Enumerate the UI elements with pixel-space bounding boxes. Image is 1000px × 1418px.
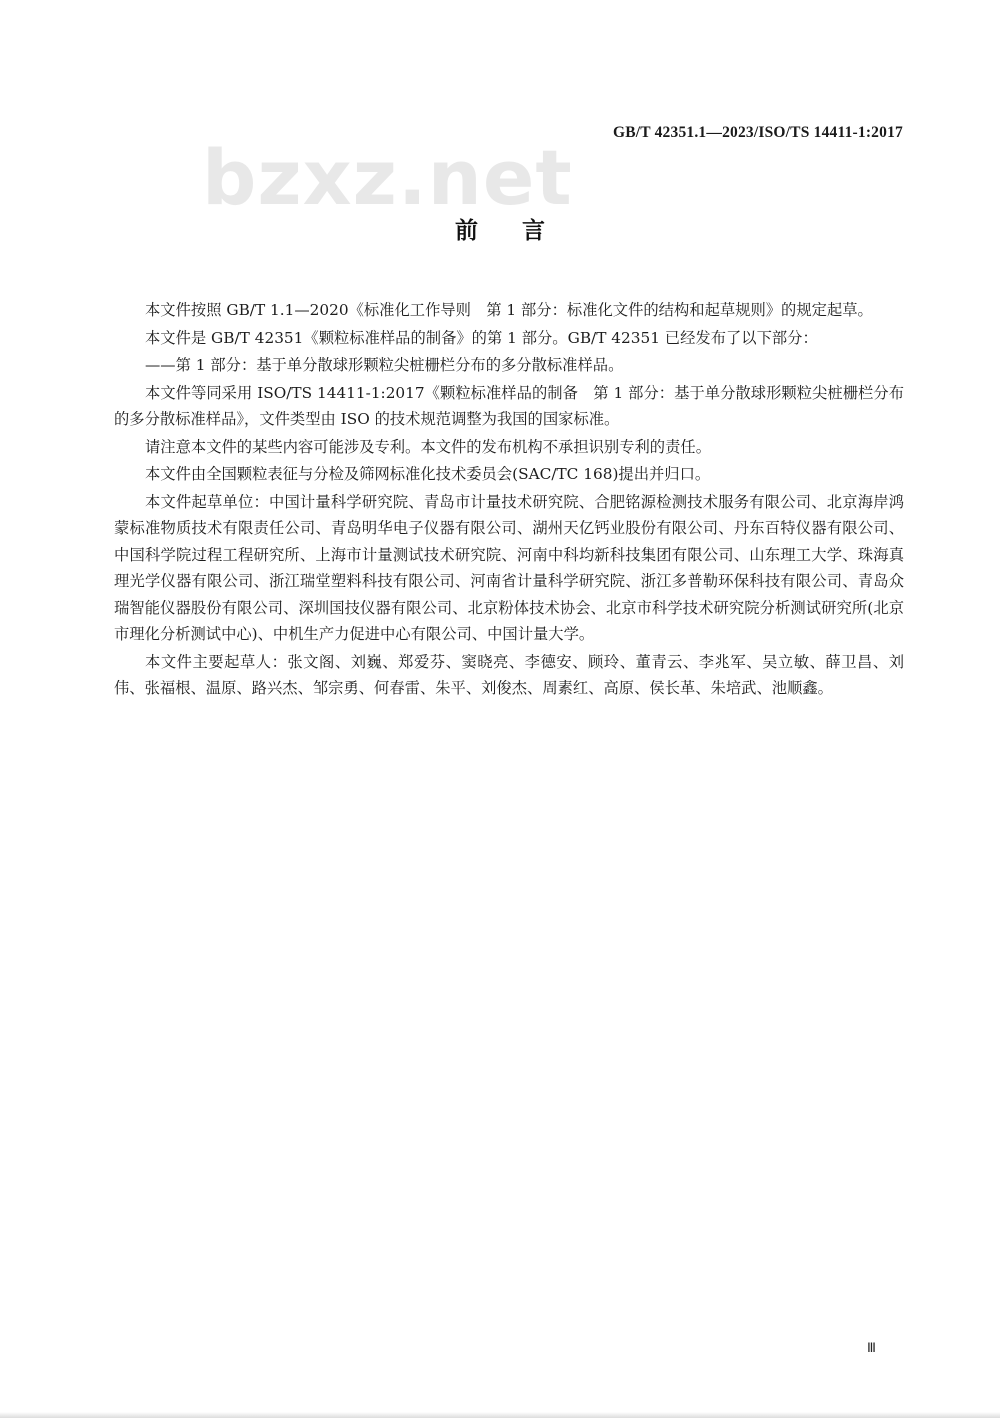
paragraph-drafting-units: 本文件起草单位：中国计量科学研究院、青岛市计量技术研究院、合肥铭源检测技术服务有限公司、北京海岸鸿蒙标准物质技术有限责任公司、青岛明华电子仪器有限公司、湖州天亿钙业股份有限公司、丹东百特仪器有限公司、中国科学院过程工程研究所、上海市计量测试技术研究院、河南中科均新科技集团有限公司、山东理工大学、珠海真理光学仪器有限公司、浙江瑞堂塑料科技有限公司、河南省计量科学研究院、浙江多普勒环保科技有限公司、青岛众瑞智能仪器股份有限公司、深圳国技仪器有限公司、北京粉体技术协会、北京市科学技术研究院分析测试研究所(北京市理化分析测试中心)、中机生产力促进中心有限公司、中国计量大学。 <box>114 492 904 643</box>
paragraph-drafting-rules: 本文件按照 GB/T 1.1—2020《标准化工作导则 第 1 部分：标准化文件的结构和起草规则》的规定起草。 <box>145 301 873 319</box>
paragraph-patent-notice: 请注意本文件的某些内容可能涉及专利。本文件的发布机构不承担识别专利的责任。 <box>145 437 711 456</box>
paragraph-part-info: 本文件是 GB/T 42351《颗粒标准样品的制备》的第 1 部分。GB/T 42351 已经发布了以下部分： <box>145 328 818 347</box>
foreword-body <box>114 297 904 703</box>
page-title <box>0 212 1000 245</box>
page-bottom-edge <box>0 1412 1000 1418</box>
title-char-2: 言 <box>522 218 545 244</box>
standard-code-header: GB/T 42351.1—2023/ISO/TS 14411-1:2017 <box>612 124 903 141</box>
watermark: bzxz.net <box>202 133 573 222</box>
page-number: Ⅲ <box>867 1340 876 1355</box>
list-item-part-1: ——第 1 部分：基于单分散球形颗粒尖桩栅栏分布的多分散标准样品。 <box>145 356 624 374</box>
title-char-1: 前 <box>455 218 478 244</box>
paragraph-drafters: 本文件主要起草人：张文阁、刘巍、郑爱芬、窦晓亮、李德安、顾玲、董青云、李兆军、吴立敏、薛卫昌、刘伟、张福根、温原、路兴杰、邹宗勇、何春雷、朱平、刘俊杰、周素红、高原、侯长革、朱培武、池顺鑫。 <box>114 652 904 697</box>
paragraph-committee: 本文件由全国颗粒表征与分检及筛网标准化技术委员会(SAC/TC 168)提出并归口。 <box>145 465 711 483</box>
paragraph-iso-adoption: 本文件等同采用 ISO/TS 14411-1:2017《颗粒标准样品的制备 第 1 部分：基于单分散球形颗粒尖桩栅栏分布的多分散标准样品》，文件类型由 ISO 的技术规范调整为我国的国家标准。 <box>114 383 904 428</box>
